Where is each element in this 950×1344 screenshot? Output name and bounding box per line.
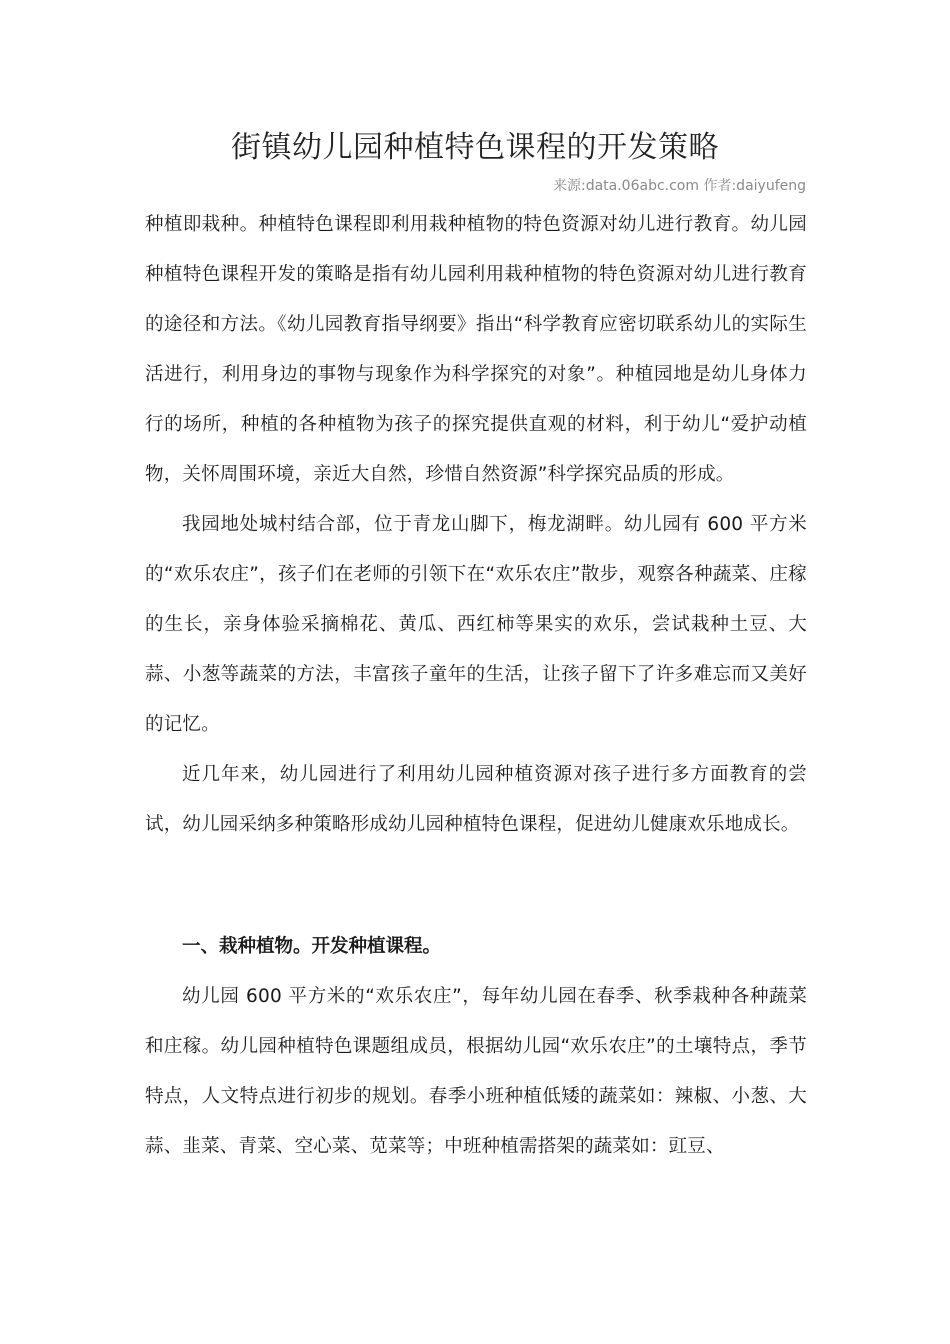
document-body: [145, 200, 807, 1172]
paragraph-location: 我园地处城村结合部，位于青龙山脚下，梅龙湖畔。幼儿园有 600 平方米的“欢乐农庄”，孩子们在老师的引领下在“欢乐农庄”散步，观察各种蔬菜、庄稼的生长，亲身体验采摘棉花、黄瓜、西红柿等果实的欢乐，尝试栽种土豆、大蒜、小葱等蔬菜的方法，丰富孩子童年的生活，让孩子留下了许多难忘而又美好的记忆。: [145, 514, 807, 735]
section-spacer: [145, 850, 807, 922]
section-heading: 一、栽种植物。开发种植课程。: [182, 936, 442, 957]
paragraph-section-one: 幼儿园 600 平方米的“欢乐农庄”，每年幼儿园在春季、秋季栽种各种蔬菜和庄稼。幼儿园种植特色课题组成员，根据幼儿园“欢乐农庄”的土壤特点，季节特点，人文特点进行初步的规划。春季小班种植低矮的蔬菜如：辣椒、小葱、大蒜、韭菜、青菜、空心菜、苋菜等；中班种植需搭架的蔬菜如：豇豆、: [145, 986, 807, 1157]
document-title: 街镇幼儿园种植特色课程的开发策略: [231, 130, 719, 165]
paragraph-recent-years: 近几年来，幼儿园进行了利用幼儿园种植资源对孩子进行多方面教育的尝试，幼儿园采纳多种策略形成幼儿园种植特色课程，促进幼儿健康欢乐地成长。: [145, 764, 807, 835]
paragraph-intro: 种植即栽种。种植特色课程即利用栽种植物的特色资源对幼儿进行教育。幼儿园种植特色课程开发的策略是指有幼儿园利用栽种植物的特色资源对幼儿进行教育的途径和方法。《幼儿园教育指导纲要》指出“科学教育应密切联系幼儿的实际生活进行，利用身边的事物与现象作为科学探究的对象”。种植园地是幼儿身体力行的场所，种植的各种植物为孩子的探究提供直观的材料，利于幼儿“爱护动植物，关怀周围环境，亲近大自然，珍惜自然资源”科学探究品质的形成。: [145, 214, 807, 485]
source-author-line: 来源:data.06abc.com 作者:daiyufeng: [552, 178, 806, 194]
